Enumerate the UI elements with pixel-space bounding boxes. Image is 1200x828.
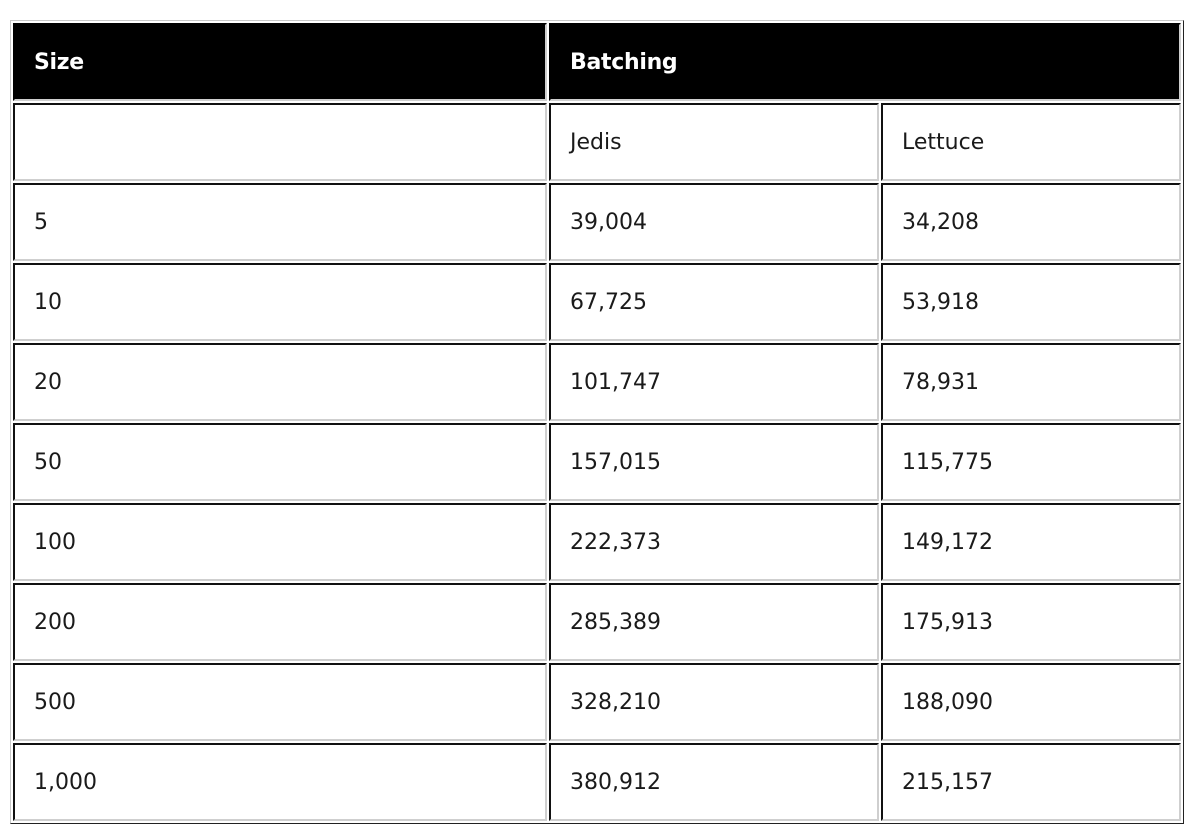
table-row (13, 663, 1181, 741)
cell-size: 1,000 (13, 743, 547, 821)
cell-lettuce: 188,090 (881, 663, 1181, 741)
cell-size: 200 (13, 583, 547, 661)
header-row (13, 23, 1181, 101)
cell-size: 100 (13, 503, 547, 581)
batching-benchmark-table (10, 20, 1184, 824)
table-row (13, 183, 1181, 261)
cell-jedis: 285,389 (549, 583, 879, 661)
table-row (13, 343, 1181, 421)
cell-lettuce: 78,931 (881, 343, 1181, 421)
cell-lettuce: 175,913 (881, 583, 1181, 661)
cell-jedis: 380,912 (549, 743, 879, 821)
table-row (13, 583, 1181, 661)
cell-size: 50 (13, 423, 547, 501)
cell-size: 500 (13, 663, 547, 741)
subheader-row (13, 103, 1181, 181)
table-row (13, 743, 1181, 821)
cell-lettuce: 34,208 (881, 183, 1181, 261)
cell-lettuce: 215,157 (881, 743, 1181, 821)
table-row (13, 423, 1181, 501)
table-row (13, 503, 1181, 581)
cell-lettuce: 149,172 (881, 503, 1181, 581)
table-row (13, 263, 1181, 341)
cell-jedis: 222,373 (549, 503, 879, 581)
cell-jedis: 157,015 (549, 423, 879, 501)
cell-lettuce: 115,775 (881, 423, 1181, 501)
cell-size: 20 (13, 343, 547, 421)
subheader-empty (13, 103, 547, 181)
cell-size: 5 (13, 183, 547, 261)
cell-jedis: 101,747 (549, 343, 879, 421)
cell-lettuce: 53,918 (881, 263, 1181, 341)
subheader-jedis: Jedis (549, 103, 879, 181)
header-batching: Batching (549, 23, 1181, 101)
cell-jedis: 67,725 (549, 263, 879, 341)
cell-size: 10 (13, 263, 547, 341)
header-size: Size (13, 23, 547, 101)
subheader-lettuce: Lettuce (881, 103, 1181, 181)
cell-jedis: 39,004 (549, 183, 879, 261)
cell-jedis: 328,210 (549, 663, 879, 741)
